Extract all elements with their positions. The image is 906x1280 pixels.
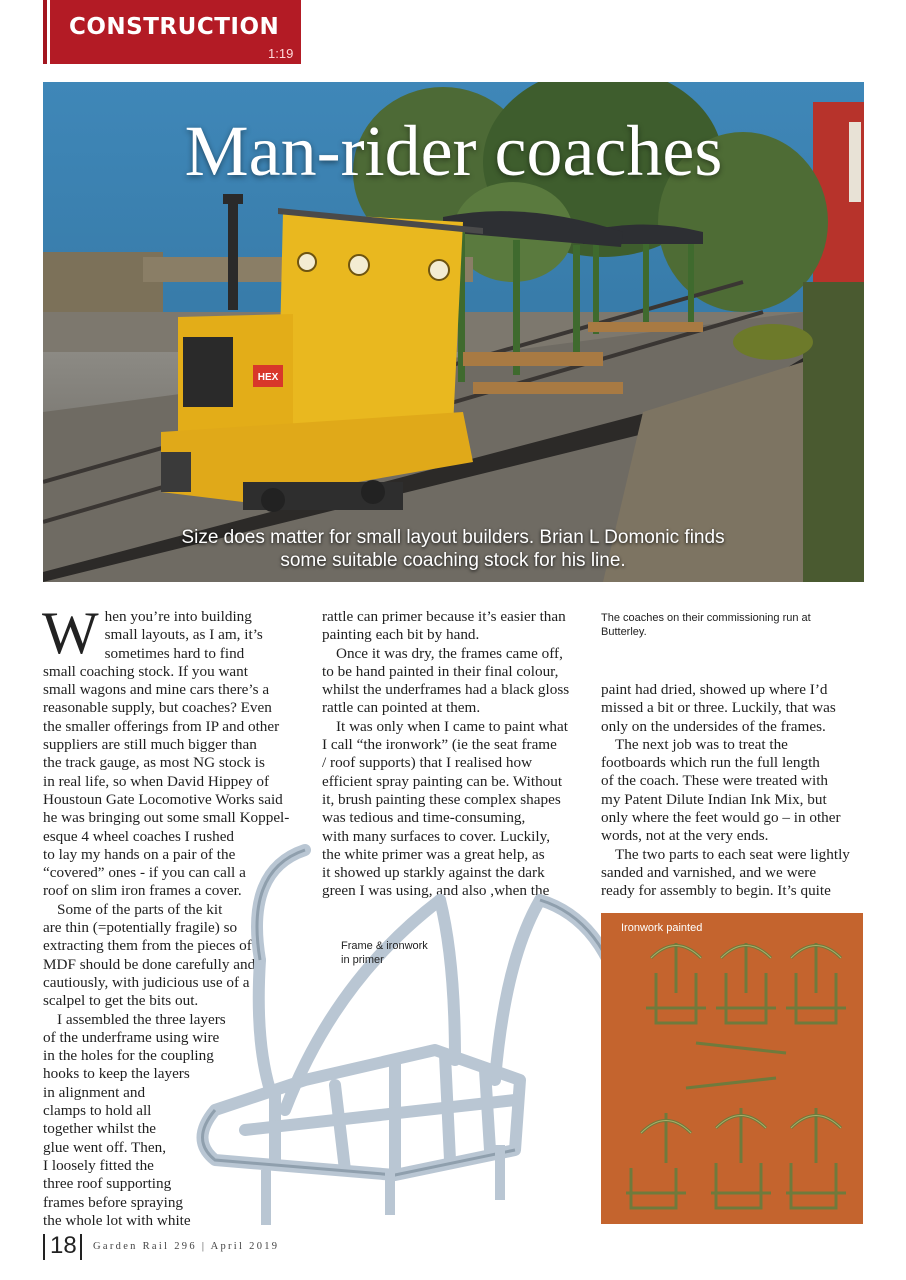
photo-caption-commissioning [601,611,863,639]
body-line: are thin (=potentially fragile) so [43,919,238,937]
body-line: cautiously, with judicious use of a [43,973,250,991]
body-line: three roof supporting [43,1175,172,1193]
body-line: I assembled the three layers [57,1010,226,1028]
body-line: in real life, so when David Hippey of [43,772,270,790]
standfirst-line: some suitable coaching stock for his line. [280,550,626,571]
hero-photo [43,82,864,582]
body-line: Some of the parts of the kit [57,900,223,918]
ironwork-illustration [601,913,863,1224]
scale-label: 1:19 [268,46,294,61]
body-line: The next job was to treat the [615,735,788,753]
frame-illustration [185,840,630,1230]
body-line: footboards which run the full length [601,754,820,772]
frame-primer-photo [185,840,630,1230]
body-line: it, brush painting these complex shapes [322,790,561,808]
caption-line: in primer [341,954,384,966]
body-line: I loosely fitted the [43,1156,154,1174]
issue-info: Garden Rail 296 | April 2019 [93,1241,280,1252]
body-line: in the holes for the coupling [43,1047,214,1065]
body-line: the whole lot with white [43,1211,191,1229]
loco-plate: HEX [257,372,279,383]
caption-line: Butterley. [601,626,647,638]
body-line: whilst the underframes had a black gloss [322,681,570,699]
page-number: 18 [50,1232,77,1259]
photo-caption-frame-primer [341,939,461,967]
body-line: efficient spray painting can be. Without [322,772,563,790]
body-line: to be hand painted in their final colour, [322,662,559,680]
body-line: the track gauge, as most NG stock is [43,754,265,772]
body-line: the smaller offerings from IP and other [43,717,280,735]
body-line: only where the feet would go – in other [601,809,841,827]
standfirst-line: Size does matter for small layout builders. Brian L Domonic finds [181,527,725,548]
body-line: hooks to keep the layers [43,1065,190,1083]
body-line: it showed up starkly against the dark [322,864,545,882]
photo-caption-ironwork: Ironwork painted [621,922,703,934]
body-line: my Patent Dilute Indian Ink Mix, but [601,790,827,808]
body-line: words, not at the very ends. [601,827,769,845]
body-line: the white primer was a great help, as [322,845,545,863]
body-line: scalpel to get the bits out. [43,992,199,1010]
header-accent-bar [43,0,47,64]
body-line: of the coach. These were treated with [601,772,829,790]
body-line: sanded and varnished, and we were [601,863,817,881]
body-line: painting each bit by hand. [322,626,480,644]
body-line: in alignment and [43,1083,146,1101]
body-line: he was bringing out some small Koppel- [43,809,290,827]
body-line: small wagons and mine cars there’s a [43,681,270,699]
body-line: only on the undersides of the frames. [601,717,826,735]
body-line: roof on slim iron frames a cover. [43,882,242,900]
body-line: suppliers are still much bigger than [43,736,257,754]
body-column-3 [601,681,863,901]
body-line: MDF should be done carefully and [43,955,256,973]
article-title: Man-rider coaches [184,111,723,191]
ironwork-painted-photo [601,913,863,1224]
folio-rule-left [43,1234,45,1260]
caption-line: The coaches on their commissioning run at [601,612,811,624]
caption-line: Frame & ironwork [341,940,428,952]
body-line: paint had dried, showed up where I’d [601,681,828,698]
body-line: to lay my hands on a pair of the [43,845,236,863]
body-line: with many surfaces to cover. Luckily, [322,827,551,845]
body-line: was tedious and time-consuming, [322,809,526,827]
body-line: frames before spraying [43,1193,184,1211]
body-line: missed a bit or three. Luckily, that was [601,699,836,717]
body-line: esque 4 wheel coaches I rushed [43,827,235,845]
body-line: small layouts, as I am, it’s [104,626,263,644]
body-line: I call “the ironwork” (ie the seat frame [322,736,557,754]
body-line: ready for assembly to begin. It’s quite [601,882,831,900]
body-line: small coaching stock. If you want [43,662,248,680]
body-line: / roof supports) that I realised how [322,754,533,772]
body-line: glue went off. Then, [43,1138,167,1156]
drop-cap: W [42,600,99,666]
body-line: reasonable supply, but coaches? Even [43,699,272,717]
body-line: together whilst the [43,1120,157,1138]
body-line: The two parts to each seat were lightly [615,845,850,863]
section-title: CONSTRUCTION [69,14,280,40]
body-line: sometimes hard to find [104,644,245,662]
body-line: rattle can primer because it’s easier than [322,608,566,625]
body-line: Houstoun Gate Locomotive Works said [43,790,283,808]
body-line: clamps to hold all [43,1102,152,1120]
body-line: extracting them from the pieces of [43,937,252,955]
body-line: green I was using, and also ,when the [322,882,550,900]
body-line: “covered” ones - if you can call a [43,864,246,882]
folio-rule-right [80,1234,82,1260]
body-line: of the underframe using wire [43,1028,220,1046]
body-line: rattle can pointed at them. [322,699,481,717]
body-line: It was only when I came to paint what [336,717,568,735]
article-standfirst [83,526,823,572]
body-line: Once it was dry, the frames came off, [336,644,563,662]
body-line: hen you’re into building [104,608,252,625]
